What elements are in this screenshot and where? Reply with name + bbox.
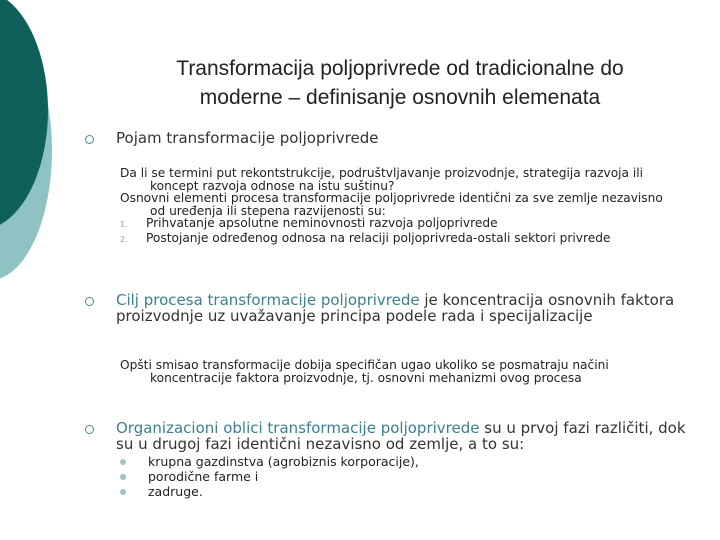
numbered-item-1 bbox=[120, 217, 680, 232]
item-text-1: Prihvatanje apsolutne neminovnosti razvoja poljoprivrede bbox=[146, 216, 498, 230]
section2-body bbox=[120, 359, 680, 384]
circle-bullet-icon bbox=[84, 295, 98, 309]
list-item-text: porodične farme i bbox=[148, 469, 259, 484]
section2-para: Opšti smisao transformacije dobija specifičan ugao ukoliko se posmatraju načini koncentracije faktora proizvodnje, tj. osnovni mehanizmi ovog procesa bbox=[120, 358, 609, 385]
section3-heading-rest: su u prvoj fazi različiti, dok su u drugoj fazi identični nezavisno od zemlje, a to su: bbox=[116, 419, 686, 453]
list-item bbox=[116, 454, 419, 469]
section2-heading bbox=[116, 292, 686, 324]
title-line-2: moderne – definisanje osnovnih elemenata bbox=[199, 86, 601, 109]
decorative-circles bbox=[0, 0, 60, 300]
section3-list bbox=[116, 454, 419, 499]
list-item-text: krupna gazdinstva (agrobiznis korporacije), bbox=[148, 454, 419, 469]
section3-heading-link[interactable]: Organizacioni oblici transformacije poljoprivrede bbox=[116, 419, 480, 437]
item-number-2: 2. bbox=[120, 234, 128, 244]
section1-para2: Osnovni elementi procesa transformacije poljoprivrede identični za sve zemlje nezavisno od uređenja ili stepena razvijenosti su: bbox=[120, 191, 663, 218]
section2-heading-link[interactable]: Cilj procesa transformacije poljoprivrede bbox=[116, 291, 420, 309]
dot-bullet-icon bbox=[120, 474, 126, 480]
circle-bullet-icon bbox=[84, 423, 98, 437]
dot-bullet-icon bbox=[120, 459, 126, 465]
list-item bbox=[116, 469, 419, 484]
slide-title bbox=[120, 54, 680, 112]
item-number-1: 1. bbox=[120, 220, 128, 229]
section1-para1: Da li se termini put rekontstrukcije, podruštvljavanje proizvodnje, strategija razvoja ili koncept razvoja odnose na istu suštinu? bbox=[120, 166, 644, 193]
list-item bbox=[116, 484, 419, 499]
section2-heading-rest: je koncentracija osnovnih faktora proizvodnje uz uvažavanje principa podele rada i specijalizacije bbox=[116, 291, 675, 325]
item-text-2: Postojanje određenog odnosa na relaciji poljoprivreda-ostali sektori privrede bbox=[146, 230, 611, 245]
circle-bullet-icon bbox=[84, 133, 98, 147]
list-item-text: zadruge. bbox=[148, 484, 203, 499]
section1-heading: Pojam transformacije poljoprivrede bbox=[116, 129, 379, 147]
numbered-item-2 bbox=[120, 232, 680, 247]
dot-bullet-icon bbox=[120, 489, 126, 495]
title-line-1: Transformacija poljoprivrede od tradicionalne do bbox=[176, 57, 624, 80]
section1-body bbox=[120, 167, 680, 246]
section3-heading bbox=[116, 420, 686, 452]
